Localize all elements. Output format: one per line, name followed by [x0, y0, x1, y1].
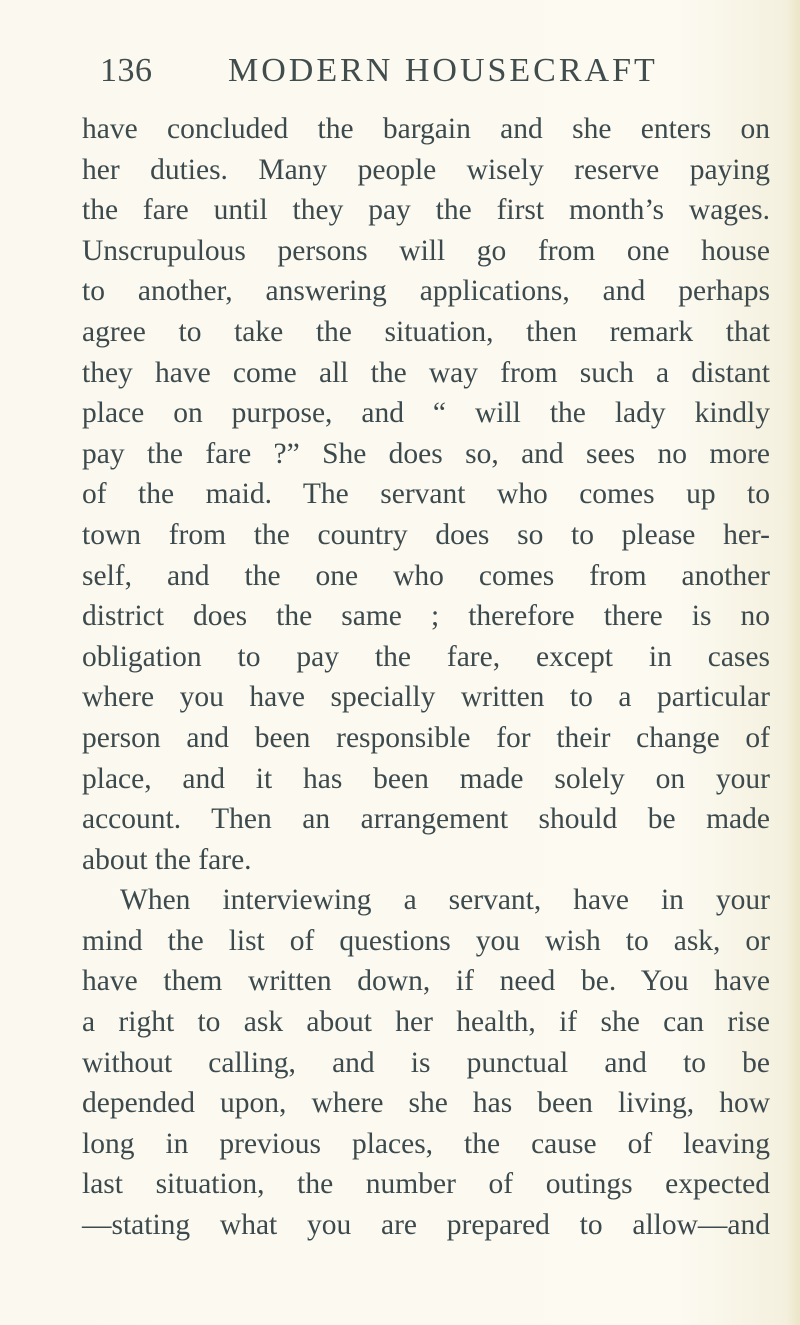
- text-line: the fare until they pay the first month’s wages.: [82, 194, 770, 227]
- text-line: where you have specially written to a particular: [82, 681, 770, 714]
- running-title: MODERN HOUSECRAFT: [228, 52, 658, 89]
- text-line: last situation, the number of outings expected: [82, 1168, 770, 1201]
- text-line: self, and the one who comes from another: [82, 559, 770, 592]
- text-line: town from the country does so to please her-: [82, 518, 770, 551]
- text-line: her duties. Many people wisely reserve paying: [82, 153, 770, 186]
- page-number: 136: [100, 52, 153, 89]
- text-line: have concluded the bargain and she enters on: [82, 113, 770, 145]
- text-line: pay the fare ?” She does so, and sees no more: [82, 437, 770, 470]
- text-line: —stating what you are prepared to allow—and: [82, 1209, 770, 1242]
- text-line: without calling, and is punctual and to be: [82, 1046, 770, 1079]
- text-line: have them written down, if need be. You have: [82, 965, 770, 998]
- text-line: long in previous places, the cause of leaving: [82, 1127, 770, 1160]
- body-text: [82, 109, 770, 1246]
- text-line: they have come all the way from such a distant: [82, 356, 770, 389]
- text-line: a right to ask about her health, if she can rise: [82, 1006, 770, 1039]
- text-line: When interviewing a servant, have in your: [120, 884, 770, 917]
- text-line: of the maid. The servant who comes up to: [82, 478, 770, 511]
- text-line: mind the list of questions you wish to ask, or: [82, 924, 770, 957]
- text-line: place on purpose, and “ will the lady kindly: [82, 397, 770, 430]
- page-edge-shadow: [786, 0, 800, 1325]
- text-line: place, and it has been made solely on your: [82, 762, 770, 795]
- text-line: to another, answering applications, and perhaps: [82, 275, 770, 308]
- text-line: agree to take the situation, then remark that: [82, 315, 770, 348]
- text-line: person and been responsible for their change of: [82, 721, 770, 754]
- text-line: depended upon, where she has been living, how: [82, 1087, 770, 1120]
- text-line: account. Then an arrangement should be made: [82, 803, 770, 836]
- text-line: obligation to pay the fare, except in cases: [82, 640, 770, 673]
- text-line: Unscrupulous persons will go from one house: [82, 234, 770, 267]
- text-line: about the fare.: [82, 843, 252, 876]
- text-line: district does the same ; therefore there is no: [82, 600, 770, 633]
- page-header: [100, 52, 740, 102]
